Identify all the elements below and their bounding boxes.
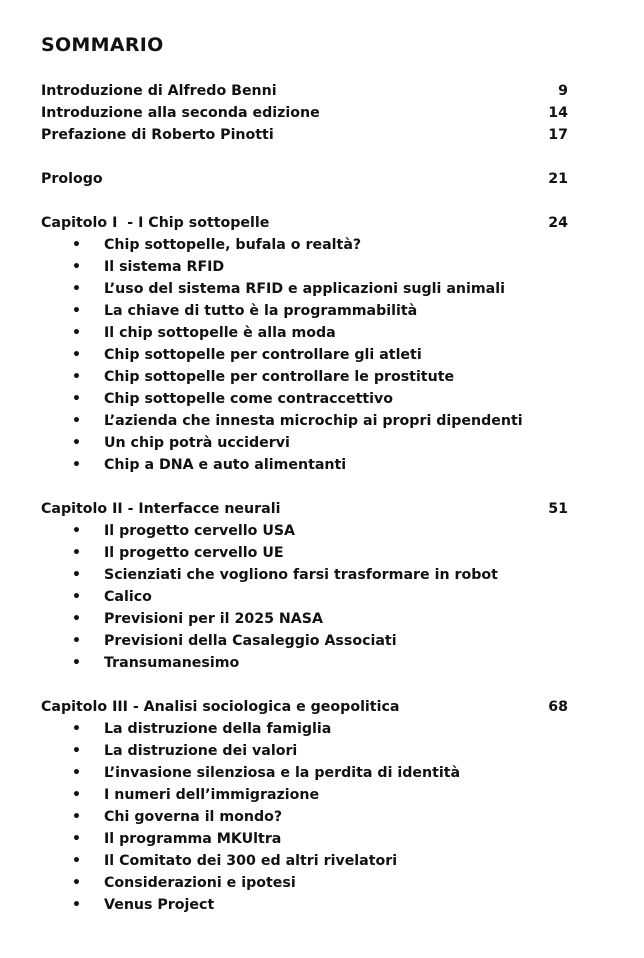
list-item (41, 410, 568, 432)
list-item (41, 652, 568, 674)
list-item (41, 300, 568, 322)
list-item (41, 828, 568, 850)
bullet-icon: • (72, 853, 81, 869)
list-item-label: L’invasione silenziosa e la perdita di identità (104, 765, 461, 781)
chapter-heading (41, 212, 568, 234)
chapter-page: 24 (548, 215, 568, 231)
spacer (41, 674, 568, 696)
list-item-label: Un chip potrà uccidervi (104, 435, 290, 451)
toc-entry-page: 14 (548, 105, 568, 121)
list-item (41, 322, 568, 344)
bullet-icon: • (72, 457, 81, 473)
list-item-label: L’azienda che innesta microchip ai propri dipendenti (104, 413, 523, 429)
chapter-title: Capitolo I - I Chip sottopelle (41, 215, 270, 231)
spacer (41, 476, 568, 498)
list-item (41, 586, 568, 608)
list-item-label: Il Comitato dei 300 ed altri rivelatori (104, 853, 398, 869)
bullet-icon: • (72, 347, 81, 363)
list-item-label: La chiave di tutto è la programmabilità (104, 303, 418, 319)
chapter-page: 51 (548, 501, 568, 517)
toc-entry-page: 9 (558, 83, 568, 99)
bullet-icon: • (72, 897, 81, 913)
toc-entry-page: 17 (548, 127, 568, 143)
list-item (41, 762, 568, 784)
list-item-label: Chi governa il mondo? (104, 809, 283, 825)
bullet-icon: • (72, 721, 81, 737)
chapter-title: Capitolo II - Interfacce neurali (41, 501, 281, 517)
bullet-icon: • (72, 391, 81, 407)
list-item (41, 542, 568, 564)
list-item (41, 740, 568, 762)
bullet-icon: • (72, 545, 81, 561)
list-item-label: I numeri dell’immigrazione (104, 787, 320, 803)
list-item-label: Chip a DNA e auto alimentanti (104, 457, 347, 473)
spacer (41, 146, 568, 168)
bullet-icon: • (72, 831, 81, 847)
toc-entry-label: Introduzione di Alfredo Benni (41, 83, 277, 99)
bullet-icon: • (72, 875, 81, 891)
list-item-label: Calico (104, 589, 152, 605)
list-item-label: Chip sottopelle per controllare gli atleti (104, 347, 422, 363)
list-item-label: L’uso del sistema RFID e applicazioni sugli animali (104, 281, 505, 297)
toc-entry-preface-pinotti (41, 124, 568, 146)
bullet-icon: • (72, 765, 81, 781)
list-item (41, 784, 568, 806)
list-item (41, 388, 568, 410)
chapter-heading (41, 696, 568, 718)
list-item-label: Venus Project (104, 897, 215, 913)
toc-entry-page: 21 (548, 171, 568, 187)
bullet-icon: • (72, 611, 81, 627)
bullet-icon: • (72, 633, 81, 649)
chapter-page: 68 (548, 699, 568, 715)
list-item-label: Previsioni per il 2025 NASA (104, 611, 323, 627)
list-item-label: Il programma MKUltra (104, 831, 282, 847)
bullet-icon: • (72, 325, 81, 341)
list-item (41, 872, 568, 894)
list-item-label: Chip sottopelle per controllare le prostitute (104, 369, 455, 385)
spacer (41, 190, 568, 212)
list-item (41, 894, 568, 916)
chapters-container (41, 190, 568, 916)
bullet-icon: • (72, 787, 81, 803)
list-item (41, 256, 568, 278)
list-item-label: Previsioni della Casaleggio Associati (104, 633, 397, 649)
list-item (41, 344, 568, 366)
bullet-icon: • (72, 589, 81, 605)
bullet-icon: • (72, 237, 81, 253)
bullet-icon: • (72, 655, 81, 671)
list-item (41, 718, 568, 740)
list-item (41, 234, 568, 256)
bullet-icon: • (72, 281, 81, 297)
bullet-icon: • (72, 413, 81, 429)
toc-entry-label: Introduzione alla seconda edizione (41, 105, 320, 121)
toc-entry-prologo (41, 168, 568, 190)
list-item (41, 366, 568, 388)
list-item-label: Chip sottopelle, bufala o realtà? (104, 237, 362, 253)
list-item (41, 806, 568, 828)
list-item (41, 278, 568, 300)
toc-title: SOMMARIO (41, 34, 164, 56)
list-item (41, 630, 568, 652)
list-item (41, 564, 568, 586)
chapter-heading (41, 498, 568, 520)
toc-entry-label: Prologo (41, 171, 103, 187)
list-item (41, 850, 568, 872)
table-of-contents (41, 80, 568, 916)
toc-entry-label: Prefazione di Roberto Pinotti (41, 127, 274, 143)
list-item-label: Transumanesimo (104, 655, 240, 671)
list-item-label: Il progetto cervello UE (104, 545, 284, 561)
list-item-label: Il chip sottopelle è alla moda (104, 325, 336, 341)
bullet-icon: • (72, 567, 81, 583)
list-item (41, 520, 568, 542)
chapter-title: Capitolo III - Analisi sociologica e geopolitica (41, 699, 400, 715)
bullet-icon: • (72, 259, 81, 275)
bullet-icon: • (72, 303, 81, 319)
bullet-icon: • (72, 435, 81, 451)
bullet-icon: • (72, 743, 81, 759)
list-item (41, 608, 568, 630)
list-item-label: Il sistema RFID (104, 259, 225, 275)
toc-entry-intro-benni (41, 80, 568, 102)
bullet-icon: • (72, 523, 81, 539)
list-item-label: La distruzione della famiglia (104, 721, 332, 737)
list-item (41, 454, 568, 476)
list-item-label: Considerazioni e ipotesi (104, 875, 296, 891)
list-item-label: La distruzione dei valori (104, 743, 298, 759)
toc-entry-intro-second-edition (41, 102, 568, 124)
bullet-icon: • (72, 369, 81, 385)
list-item (41, 432, 568, 454)
list-item-label: Chip sottopelle come contraccettivo (104, 391, 394, 407)
list-item-label: Il progetto cervello USA (104, 523, 296, 539)
list-item-label: Scienziati che vogliono farsi trasformare in robot (104, 567, 498, 583)
bullet-icon: • (72, 809, 81, 825)
